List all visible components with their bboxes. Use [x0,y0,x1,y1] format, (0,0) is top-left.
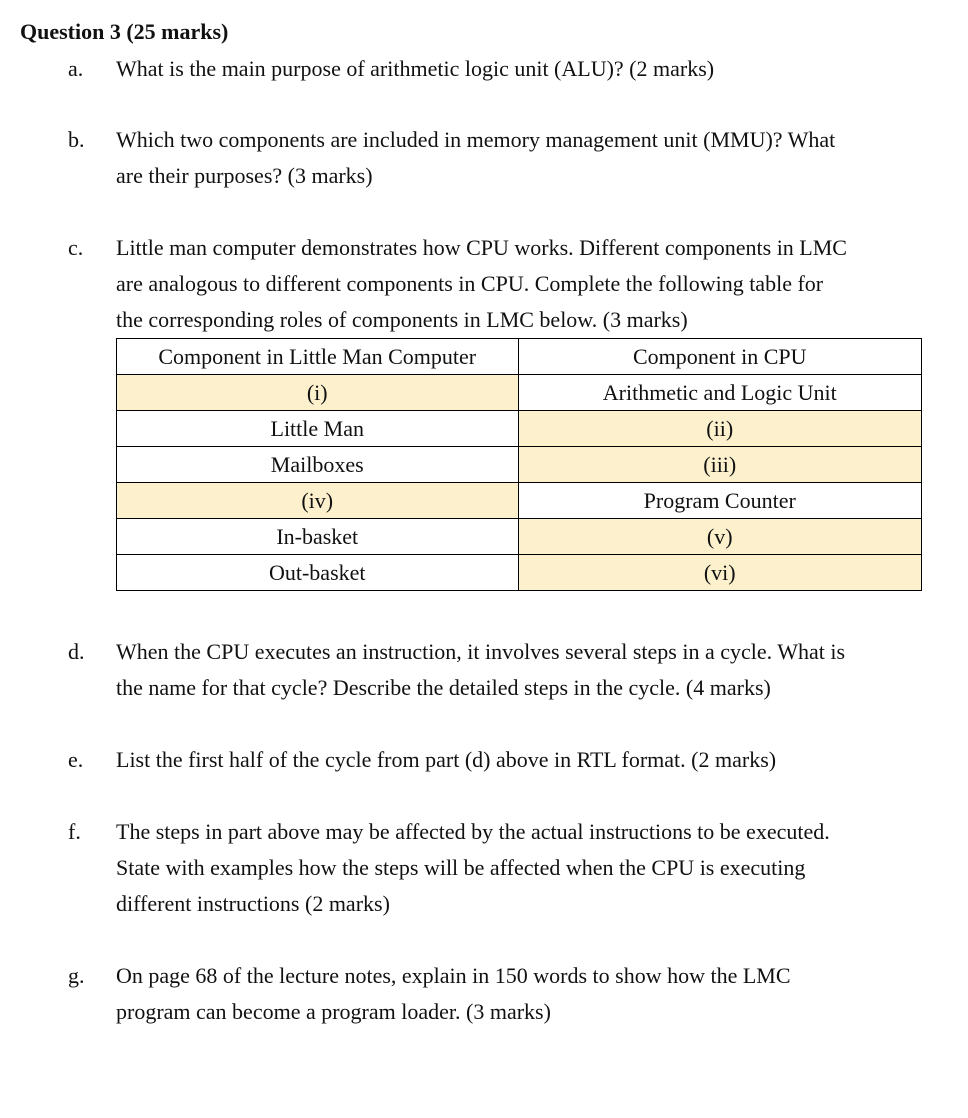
table-cell-lmc: Little Man [117,411,519,447]
table-row [117,555,922,591]
table-row [117,483,922,519]
question-letter: g. [68,963,85,988]
question-text [116,230,926,338]
question-line: List the first half of the cycle from part (d) above in RTL format. (2 marks) [116,747,777,772]
table-cell-lmc: (iv) [117,483,519,519]
question-line: the name for that cycle? Describe the detailed steps in the cycle. (4 marks) [116,675,771,700]
question-line: program can become a program loader. (3 marks) [116,999,551,1024]
question-line: are their purposes? (3 marks) [116,163,373,188]
table-cell-lmc: Mailboxes [117,447,519,483]
table-cell-cpu: (ii) [518,411,922,447]
question-text [116,122,926,194]
table-cell-cpu: Arithmetic and Logic Unit [518,375,922,411]
table-cell-cpu: (v) [518,519,922,555]
question-text [116,958,926,1030]
question-line: The steps in part above may be affected by the actual instructions to be executed. [116,819,830,844]
question-line: different instructions (2 marks) [116,891,390,916]
question-line: the corresponding roles of components in LMC below. (3 marks) [116,307,688,332]
question-line: When the CPU executes an instruction, it involves several steps in a cycle. What is [116,639,846,664]
table-row [117,519,922,555]
question-letter: f. [68,819,81,844]
question-text [116,634,926,706]
table-cell-lmc: Out-basket [117,555,519,591]
question-letter: d. [68,639,85,664]
lmc-component-table [116,338,922,591]
question-line: Little man computer demonstrates how CPU works. Different components in LMC [116,235,847,260]
table-header-cpu: Component in CPU [518,339,922,375]
table-row [117,375,922,411]
question-line: What is the main purpose of arithmetic logic unit (ALU)? (2 marks) [116,56,715,81]
question-line: State with examples how the steps will be affected when the CPU is executing [116,855,806,880]
table-cell-cpu: (vi) [518,555,922,591]
table-cell-lmc: In-basket [117,519,519,555]
table-header-row [117,339,922,375]
table-cell-cpu: Program Counter [518,483,922,519]
table-row [117,447,922,483]
question-letter: b. [68,127,85,152]
question-text [116,51,926,87]
table-cell-lmc: (i) [117,375,519,411]
table-header-lmc: Component in Little Man Computer [117,339,519,375]
question-line: are analogous to different components in CPU. Complete the following table for [116,271,824,296]
question-letter: a. [68,56,84,81]
question-letter: c. [68,235,84,260]
question-text [116,814,926,922]
question-title: Question 3 (25 marks) [20,19,229,44]
question-letter: e. [68,747,84,772]
question-line: Which two components are included in memory management unit (MMU)? What [116,127,836,152]
question-text [116,742,926,778]
table-cell-cpu: (iii) [518,447,922,483]
table-row [117,411,922,447]
question-line: On page 68 of the lecture notes, explain in 150 words to show how the LMC [116,963,791,988]
